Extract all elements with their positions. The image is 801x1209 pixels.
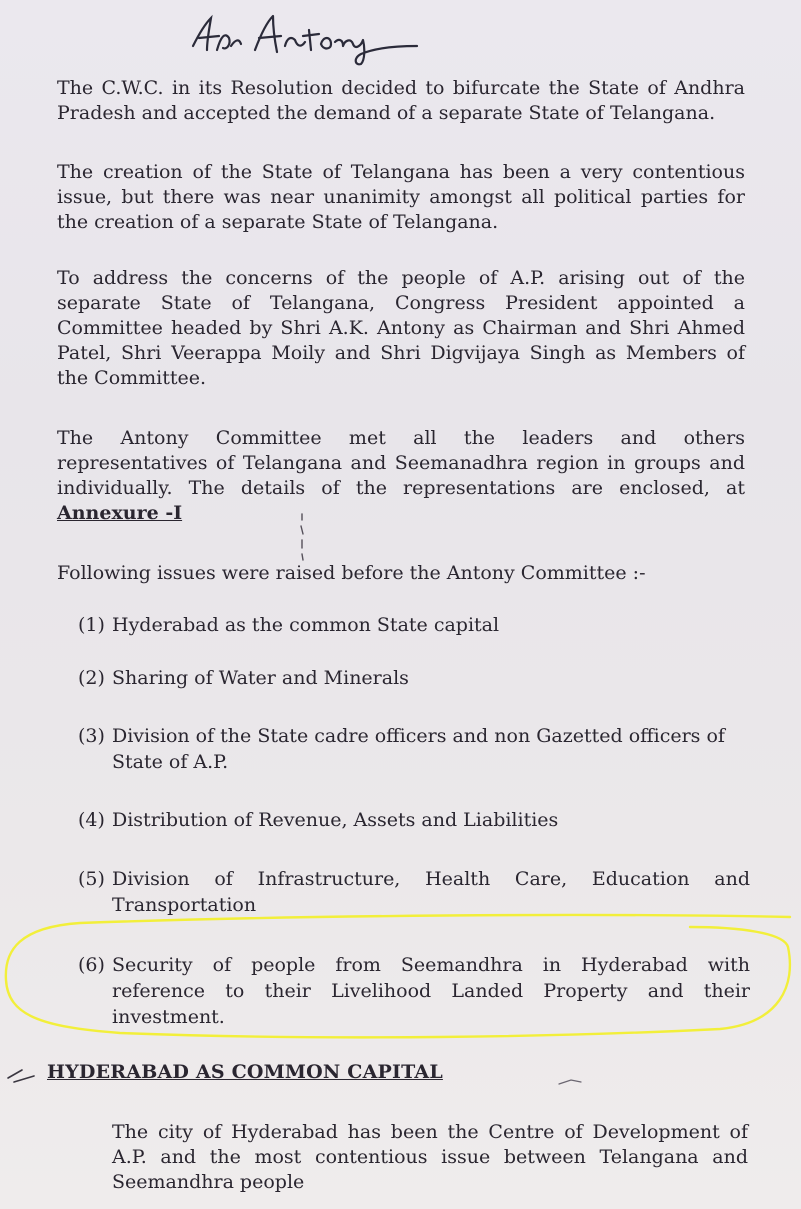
- list-item-text: Hyderabad as the common State capital: [112, 614, 500, 636]
- list-item-highlighted: [78, 952, 750, 1030]
- list-item: [78, 807, 750, 833]
- list-item-number: (2): [78, 667, 105, 689]
- text-line: separate State of Telangana, Congress President appointed a: [57, 292, 745, 314]
- list-item-number: (1): [78, 614, 105, 636]
- text-line: Committee headed by Shri A.K. Antony as Chairman and Shri Ahmed: [57, 317, 745, 339]
- text-line: A.P. and the most contentious issue between Telangana and: [112, 1146, 748, 1168]
- handwritten-signature: [185, 6, 435, 68]
- list-item-text: reference to their Livelihood Landed Property and their: [112, 980, 750, 1002]
- list-item-text: State of A.P.: [112, 751, 229, 773]
- list-item-text: Division of Infrastructure, Health Care, Education and: [112, 868, 750, 890]
- text-line: The city of Hyderabad has been the Centre of Development of: [112, 1121, 748, 1143]
- list-item-number: (4): [78, 809, 105, 831]
- list-item: [78, 665, 750, 691]
- section-heading: HYDERABAD AS COMMON CAPITAL: [47, 1061, 443, 1083]
- paragraph-issues-intro: [57, 561, 745, 586]
- list-item-text: Security of people from Seemandhra in Hyderabad with: [112, 954, 750, 976]
- paragraph-hyderabad-capital: [112, 1120, 748, 1195]
- text-line: representatives of Telangana and Seemanadhra region in groups and: [57, 452, 745, 474]
- text-line: To address the concerns of the people of A.P. arising out of the: [57, 267, 745, 289]
- text-line: the creation of a separate State of Telangana.: [57, 211, 499, 233]
- list-item-number: (5): [78, 868, 105, 890]
- list-item-text: Sharing of Water and Minerals: [112, 667, 409, 689]
- list-item-text: Division of the State cadre officers and non Gazetted officers of: [112, 725, 725, 747]
- list-item-text: Distribution of Revenue, Assets and Liabilities: [112, 809, 559, 831]
- text-line: Pradesh and accepted the demand of a separate State of Telangana.: [57, 102, 716, 124]
- list-item: [78, 866, 750, 918]
- text-line: The C.W.C. in its Resolution decided to bifurcate the State of Andhra: [57, 77, 745, 99]
- pen-stroke-mark: [4, 1060, 44, 1090]
- text-line: Following issues were raised before the Antony Committee :-: [57, 562, 646, 584]
- list-item: [78, 612, 750, 638]
- paragraph-contentious-issue: [57, 160, 745, 235]
- paragraph-cwc-resolution: [57, 76, 745, 126]
- paragraph-committee-meetings: [57, 426, 745, 526]
- paragraph-committee-formation: [57, 266, 745, 391]
- text-line: Seemandhra people: [112, 1171, 305, 1193]
- text-line: individually. The details of the representations are enclosed, at: [57, 477, 745, 499]
- text-line: the Committee.: [57, 367, 207, 389]
- text-line: issue, but there was near unanimity amongst all political parties for: [57, 186, 745, 208]
- list-item-text: Transportation: [112, 894, 257, 916]
- text-line: The Antony Committee met all the leaders and others: [57, 427, 745, 449]
- list-item-number: (6): [78, 954, 105, 976]
- text-line: Patel, Shri Veerappa Moily and Shri Digvijaya Singh as Members of: [57, 342, 745, 364]
- pen-stroke-mark: [555, 1074, 585, 1090]
- list-item-number: (3): [78, 725, 105, 747]
- list-item-text: investment.: [112, 1006, 225, 1028]
- text-line: The creation of the State of Telangana has been a very contentious: [57, 161, 745, 183]
- list-item: [78, 723, 750, 775]
- annexure-reference: Annexure -I: [57, 502, 183, 524]
